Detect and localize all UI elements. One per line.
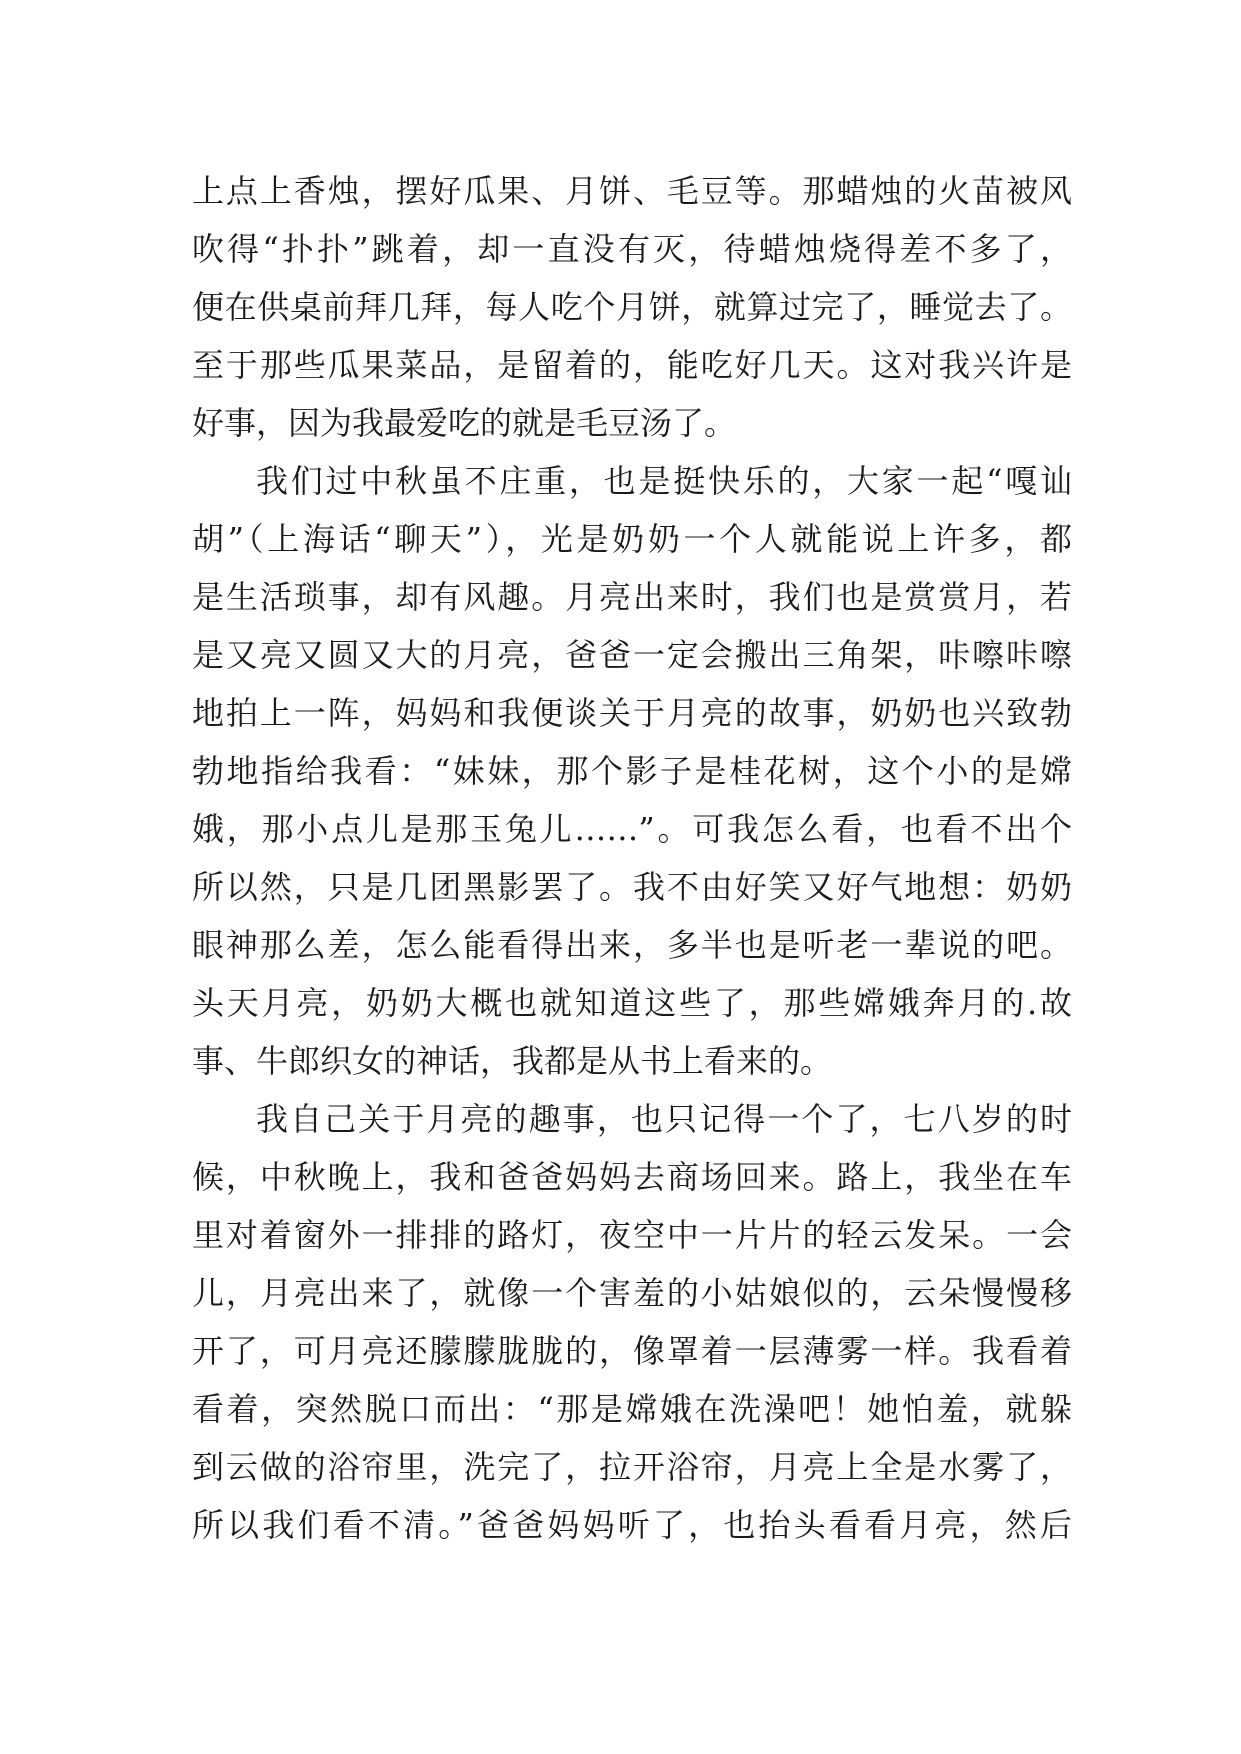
text-line: 事、牛郎织女的神话，我都是从书上看来的。	[192, 1042, 833, 1080]
text-line: 胡”（上海话“聊天”），光是奶奶一个人就能说上许多，都	[192, 520, 1072, 558]
text-line: 是生活琐事，却有风趣。月亮出来时，我们也是赏赏月，若	[192, 578, 1072, 616]
text-line: 开了，可月亮还朦朦胧胧的，像罩着一层薄雾一样。我看着	[192, 1332, 1072, 1370]
text-line: 上点上香烛，摆好瓜果、月饼、毛豆等。那蜡烛的火苗被风	[192, 172, 1072, 210]
text-line: 是又亮又圆又大的月亮，爸爸一定会搬出三角架，咔嚓咔嚓	[192, 636, 1072, 674]
text-line: 看着，突然脱口而出：“那是嫦娥在洗澡吧！她怕羞，就躲	[192, 1390, 1072, 1428]
paragraph-start-line: 我们过中秋虽不庄重，也是挺快乐的，大家一起“嘎讪	[256, 462, 1072, 500]
text-line: 便在供桌前拜几拜，每人吃个月饼，就算过完了，睡觉去了。	[192, 288, 1072, 326]
text-line: 好事，因为我最爱吃的就是毛豆汤了。	[192, 404, 737, 442]
text-line: 地拍上一阵，妈妈和我便谈关于月亮的故事，奶奶也兴致勃	[192, 694, 1072, 732]
text-line: 至于那些瓜果菜品，是留着的，能吃好几天。这对我兴许是	[192, 346, 1072, 384]
text-line: 所以然，只是几团黑影罢了。我不由好笑又好气地想：奶奶	[192, 868, 1072, 906]
text-line: 所以我们看不清。”爸爸妈妈听了，也抬头看看月亮，然后	[192, 1506, 1072, 1544]
text-line: 眼神那么差，怎么能看得出来，多半也是听老一辈说的吧。	[192, 926, 1072, 964]
paragraph-start-line: 我自己关于月亮的趣事，也只记得一个了，七八岁的时	[256, 1100, 1072, 1138]
text-line: 勃地指给我看：“妹妹，那个影子是桂花树，这个小的是嫦	[192, 752, 1072, 790]
text-line: 娥，那小点儿是那玉兔儿……”。可我怎么看，也看不出个	[192, 810, 1072, 848]
text-line: 头天月亮，奶奶大概也就知道这些了，那些嫦娥奔月的.故	[192, 984, 1072, 1022]
body-text	[192, 162, 1072, 1554]
text-line: 到云做的浴帘里，洗完了，拉开浴帘，月亮上全是水雾了，	[192, 1448, 1072, 1486]
text-line: 候，中秋晚上，我和爸爸妈妈去商场回来。路上，我坐在车	[192, 1158, 1072, 1196]
text-line: 里对着窗外一排排的路灯，夜空中一片片的轻云发呆。一会	[192, 1216, 1072, 1254]
text-line: 儿，月亮出来了，就像一个害羞的小姑娘似的，云朵慢慢移	[192, 1274, 1072, 1312]
text-line: 吹得“扑扑”跳着，却一直没有灭，待蜡烛烧得差不多了，	[192, 230, 1072, 268]
